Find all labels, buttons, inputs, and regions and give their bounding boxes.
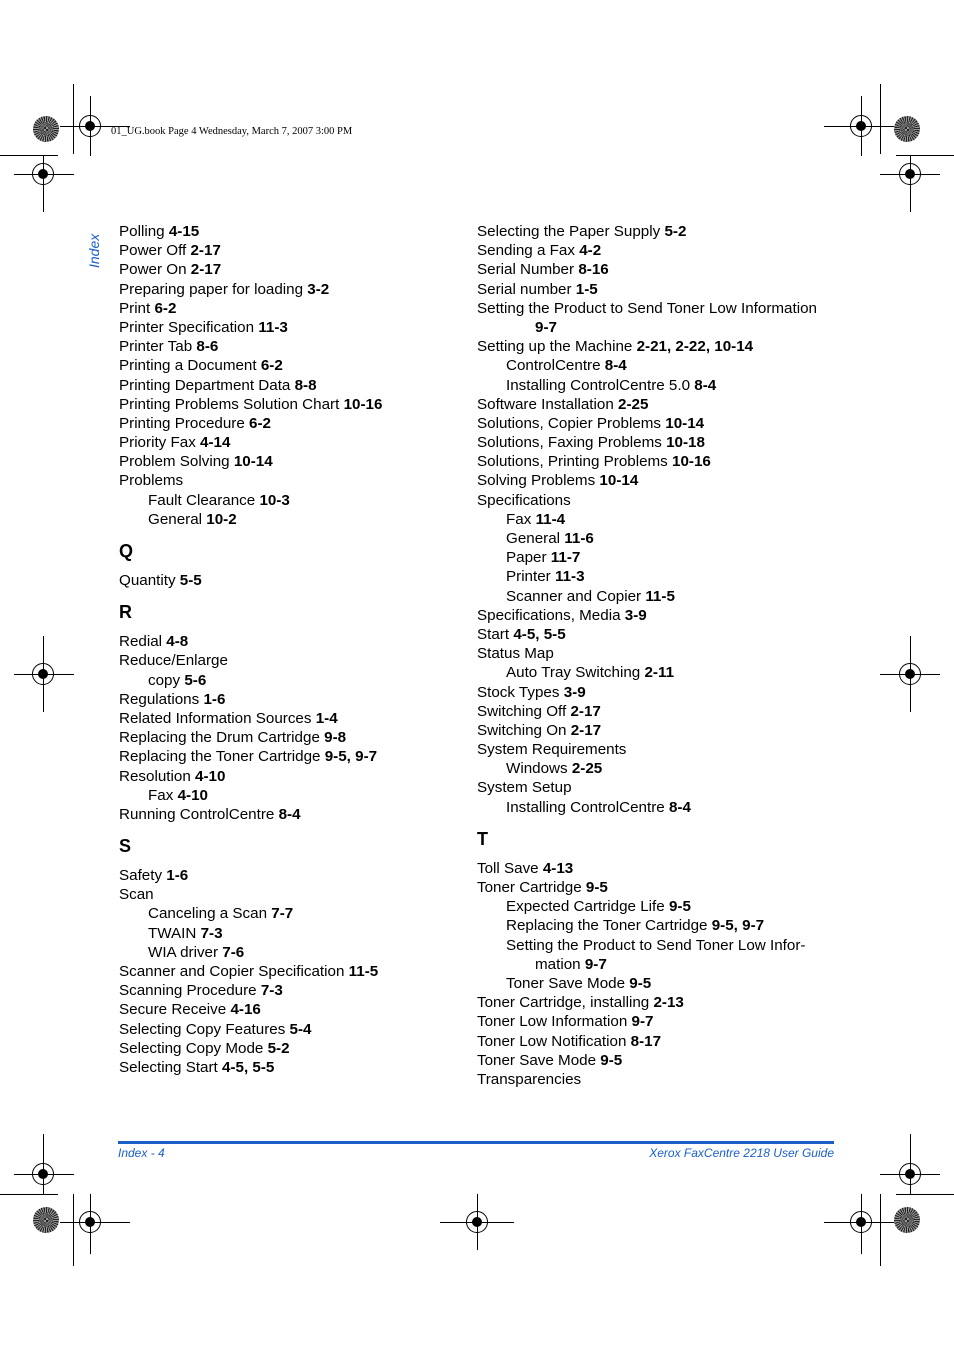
index-term: Fault Clearance: [148, 491, 256, 509]
index-page-ref: 7-3: [200, 924, 223, 942]
index-term: Scanner and Copier Specification: [119, 963, 345, 980]
index-entry: [477, 395, 857, 414]
footer-guide-title: Xerox FaxCentre 2218 User Guide: [649, 1146, 834, 1160]
index-term: copy: [148, 671, 181, 689]
index-page-ref: 9-7: [535, 318, 557, 336]
index-entry: [119, 786, 489, 805]
index-term: Problems: [119, 472, 184, 490]
index-term: Specifications, Media: [477, 606, 621, 624]
index-term: Specifications: [477, 491, 571, 509]
index-page-ref: 11-7: [550, 549, 581, 567]
index-entry: [477, 606, 857, 625]
index-page-ref: 4-5, 5-5: [222, 1058, 275, 1076]
index-term: Secure Receive: [119, 1001, 227, 1019]
index-term: Preparing paper for loading: [119, 280, 304, 298]
index-page-ref: 5-2: [664, 223, 687, 240]
index-entry: [477, 337, 857, 356]
index-entry: [477, 936, 857, 955]
index-page-ref: 2-13: [653, 994, 684, 1012]
color-target-icon: [33, 116, 59, 142]
index-entry: [119, 805, 489, 824]
index-page-ref: 3-9: [624, 606, 647, 624]
index-entry: [477, 1012, 857, 1031]
index-page-ref: 7-6: [222, 943, 245, 961]
index-entry: [119, 728, 489, 747]
index-page-ref: 8-4: [694, 376, 717, 394]
index-term: Power On: [119, 261, 187, 279]
side-section-label: Index: [86, 233, 102, 268]
index-entry: [477, 955, 857, 974]
index-term: Toner Low Notification: [477, 1032, 627, 1050]
index-entry: [477, 241, 857, 260]
index-term: Toll Save: [477, 859, 539, 877]
index-entry: [477, 433, 857, 452]
index-term: ControlCentre: [506, 357, 601, 375]
registration-mark: [466, 1211, 488, 1233]
registration-mark: [32, 1163, 54, 1185]
index-entry: [477, 260, 857, 279]
index-entry: [477, 299, 857, 318]
index-entry: [477, 798, 857, 817]
index-page-ref: 4-10: [177, 786, 208, 804]
index-entry: [119, 337, 489, 356]
index-entry: [477, 916, 857, 935]
index-term: Safety: [119, 867, 163, 885]
index-page-ref: 9-5, 9-7: [711, 917, 765, 935]
color-target-icon: [33, 1207, 59, 1233]
index-entry: [119, 943, 489, 962]
index-page-ref: 2-25: [571, 760, 603, 778]
index-term: Printing a Document: [119, 357, 257, 375]
index-term: Replacing the Drum Cartridge: [119, 729, 320, 747]
index-term: Serial number: [477, 280, 572, 298]
index-entry: [477, 702, 857, 721]
index-term: WIA driver: [148, 943, 219, 961]
index-entry: [119, 671, 489, 690]
index-term: Canceling a Scan: [148, 905, 268, 923]
index-term: Installing ControlCentre: [506, 798, 665, 816]
index-page-ref: 5-5: [179, 572, 202, 589]
index-page-ref: 1-6: [166, 867, 189, 885]
index-page-ref: 4-2: [579, 242, 602, 260]
index-entry: [477, 778, 857, 797]
index-term: Printer: [506, 568, 551, 586]
index-page-ref: 3-2: [307, 280, 330, 298]
index-term: Solutions, Faxing Problems: [477, 434, 662, 452]
index-page-ref: 11-5: [645, 587, 675, 605]
index-page-ref: 4-5, 5-5: [513, 625, 566, 643]
index-entry: [119, 767, 489, 786]
index-page-ref: 9-5: [600, 1051, 623, 1069]
index-entry: [119, 1039, 489, 1058]
index-entry: [477, 1032, 857, 1051]
index-term: Regulations: [119, 690, 200, 708]
index-term: Resolution: [119, 767, 191, 785]
index-entry: [119, 222, 489, 241]
index-page-ref: 4-14: [200, 434, 231, 452]
index-entry: [119, 280, 489, 299]
index-term: Paper: [506, 549, 547, 567]
index-term: Problem Solving: [119, 453, 230, 471]
index-page-ref: 10-2: [206, 510, 237, 528]
index-entry: [477, 1051, 857, 1070]
registration-mark: [850, 1211, 872, 1233]
index-entry: [119, 356, 489, 375]
registration-mark: [850, 115, 872, 137]
index-page-ref: 2-17: [570, 702, 601, 720]
index-page-ref: 9-5: [585, 879, 608, 896]
index-entry: [119, 981, 489, 1000]
index-entry: [477, 280, 857, 299]
index-term: Toner Save Mode: [506, 974, 626, 992]
index-entry: [119, 318, 489, 337]
index-entry: [477, 663, 857, 682]
index-term: Reduce/Enlarge: [119, 652, 228, 670]
index-term: Serial Number: [477, 261, 575, 279]
index-term: Scanning Procedure: [119, 982, 257, 1000]
index-entry: [477, 644, 857, 663]
index-entry: [477, 510, 857, 529]
index-term: Solutions, Printing Problems: [477, 453, 668, 471]
index-term: Transparencies: [477, 1070, 582, 1088]
color-target-icon: [894, 1207, 920, 1233]
footer-page-number: Index - 4: [118, 1146, 165, 1160]
print-header-note: 01_UG.book Page 4 Wednesday, March 7, 2007 3:00 PM: [111, 126, 353, 137]
index-entry: [477, 625, 857, 644]
index-page-ref: 9-5: [629, 974, 652, 992]
index-term: Printing Procedure: [119, 414, 245, 432]
index-entry: [119, 1058, 489, 1077]
index-page-ref: 9-5, 9-7: [324, 748, 378, 766]
index-term: Installing ControlCentre 5.0: [506, 376, 691, 394]
index-entry: [477, 529, 857, 548]
index-page-ref: 2-17: [570, 721, 602, 739]
index-entry: [119, 241, 489, 260]
index-term: Printing Problems Solution Chart: [119, 395, 340, 413]
index-page-ref: 11-4: [535, 510, 566, 528]
index-page-ref: 10-14: [233, 453, 273, 471]
index-entry: [477, 974, 857, 993]
index-page-ref: 9-7: [631, 1013, 654, 1031]
index-entry: [477, 1070, 857, 1089]
index-entry: [477, 452, 857, 471]
index-section-letter: R: [119, 602, 132, 623]
index-page-ref: 9-8: [324, 729, 347, 747]
index-page-ref: 11-3: [554, 568, 585, 586]
index-entry: [477, 471, 857, 490]
index-term: mation: [535, 955, 581, 973]
index-page-ref: 10-16: [672, 453, 711, 471]
index-term: Quantity: [119, 572, 176, 589]
index-entry: [477, 721, 857, 740]
index-page-ref: 4-15: [168, 223, 200, 240]
index-page-ref: 4-8: [166, 633, 189, 651]
index-term: Replacing the Toner Cartridge: [506, 917, 708, 935]
index-term: Solving Problems: [477, 472, 596, 490]
index-term: Fax: [148, 786, 174, 804]
index-page-ref: 6-2: [249, 414, 271, 432]
index-entry: [477, 414, 857, 433]
index-entry: [477, 759, 857, 778]
index-entry: [119, 376, 489, 395]
index-term: Priority Fax: [119, 434, 196, 452]
index-page-ref: 9-5: [668, 898, 691, 916]
index-entry: [477, 567, 857, 586]
index-page-ref: 5-4: [289, 1020, 312, 1038]
index-left-column: [119, 222, 489, 1077]
index-term: Power Off: [119, 242, 187, 260]
index-term: System Requirements: [477, 741, 627, 759]
index-entry: [477, 318, 857, 337]
index-entry: [119, 433, 489, 452]
index-term: Switching On: [477, 721, 567, 739]
index-term: Expected Cartridge Life: [506, 898, 665, 916]
index-entry: [119, 904, 489, 923]
index-right-column: [477, 222, 857, 1089]
index-entry: [477, 897, 857, 916]
index-page-ref: 2-17: [190, 242, 221, 260]
index-term: TWAIN: [148, 924, 197, 942]
index-entry: [477, 491, 857, 510]
registration-mark: [899, 1163, 921, 1185]
index-entry: [119, 1020, 489, 1039]
index-section-letter: T: [477, 828, 488, 849]
index-page-ref: 5-2: [267, 1039, 290, 1057]
index-term: Start: [477, 625, 510, 643]
index-entry: [119, 747, 489, 766]
index-entry: [119, 924, 489, 943]
index-page-ref: 3-9: [563, 683, 586, 701]
index-term: Scanner and Copier: [506, 587, 642, 605]
index-entry: [477, 993, 857, 1012]
index-term: Status Map: [477, 645, 554, 663]
index-page-ref: 4-13: [542, 859, 574, 877]
index-page-ref: 8-6: [196, 338, 219, 356]
index-page-ref: 8-4: [668, 798, 691, 816]
registration-mark: [79, 1211, 101, 1233]
registration-mark: [79, 115, 101, 137]
index-entry: [119, 510, 489, 529]
index-page-ref: 11-3: [258, 318, 288, 336]
index-term: System Setup: [477, 779, 572, 797]
index-page-ref: 2-11: [644, 664, 675, 682]
index-entry: [119, 299, 489, 318]
index-entry: [477, 683, 857, 702]
color-target-icon: [894, 116, 920, 142]
index-term: Software Installation: [477, 395, 614, 413]
index-page-ref: 8-8: [294, 376, 317, 394]
index-entry: [119, 260, 489, 279]
index-term: Printer Tab: [119, 338, 193, 356]
index-entry: [119, 632, 489, 651]
index-page-ref: 6-2: [260, 357, 283, 375]
index-page-ref: 7-7: [271, 905, 294, 923]
index-page-ref: 8-17: [630, 1032, 662, 1050]
registration-mark: [32, 663, 54, 685]
index-page-ref: 7-3: [260, 982, 283, 1000]
index-term: Selecting Start: [119, 1058, 218, 1076]
index-page-ref: 8-16: [578, 261, 609, 279]
index-entry: [119, 395, 489, 414]
index-term: Switching Off: [477, 702, 567, 720]
index-section-letter: Q: [119, 541, 134, 561]
index-entry: [477, 587, 857, 606]
index-page-ref: 11-6: [564, 530, 594, 547]
index-term: Scan: [119, 886, 154, 904]
index-term: Setting the Product to Send Toner Low Infor-: [506, 936, 806, 954]
index-page-ref: 2-25: [618, 395, 649, 413]
index-entry: [119, 885, 489, 904]
index-page-ref: 10-18: [666, 434, 705, 452]
index-entry: [119, 452, 489, 471]
index-page-ref: 10-14: [665, 414, 705, 432]
index-entry: [119, 414, 489, 433]
index-page-ref: 11-5: [348, 963, 379, 980]
index-entry: [477, 859, 857, 878]
index-entry: [119, 651, 489, 670]
index-term: Selecting Copy Mode: [119, 1039, 264, 1057]
index-page-ref: 6-2: [154, 299, 177, 317]
index-entry: [119, 471, 489, 490]
index-entry: [119, 690, 489, 709]
index-term: Replacing the Toner Cartridge: [119, 748, 321, 766]
index-entry: [477, 222, 857, 241]
index-page-ref: 8-4: [278, 805, 301, 823]
index-page-ref: 2-17: [190, 261, 222, 279]
index-term: Toner Cartridge: [477, 879, 582, 896]
index-term: Polling: [119, 223, 165, 240]
index-entry: [477, 376, 857, 395]
index-page-ref: 2-21, 2-22, 10-14: [636, 338, 754, 356]
index-entry: [119, 491, 489, 510]
index-entry: [119, 962, 489, 981]
index-term: Toner Save Mode: [477, 1051, 597, 1069]
index-entry: [477, 548, 857, 567]
index-term: Toner Cartridge, installing: [477, 994, 650, 1012]
index-page-ref: 8-4: [604, 357, 627, 375]
index-page-ref: 10-3: [259, 491, 290, 509]
index-term: Solutions, Copier Problems: [477, 414, 662, 432]
index-page-ref: 10-16: [343, 395, 383, 413]
index-page-ref: 4-16: [230, 1001, 261, 1019]
index-term: Related Information Sources: [119, 709, 312, 727]
index-entry: [119, 866, 489, 885]
index-page-ref: 5-6: [184, 671, 207, 689]
index-term: Selecting Copy Features: [119, 1020, 286, 1038]
index-page-ref: 10-14: [599, 472, 639, 490]
index-term: Toner Low Information: [477, 1013, 628, 1031]
index-entry: [477, 740, 857, 759]
index-term: Stock Types: [477, 683, 560, 701]
index-entry: [119, 571, 489, 590]
index-term: Selecting the Paper Supply: [477, 223, 661, 240]
index-term: Windows: [506, 760, 568, 778]
index-term: Setting the Product to Send Toner Low Information: [477, 299, 817, 317]
index-term: Print: [119, 299, 151, 317]
index-term: General: [506, 530, 561, 547]
index-page-ref: 4-10: [195, 767, 226, 785]
index-entry: [477, 356, 857, 375]
index-term: Printing Department Data: [119, 376, 291, 394]
footer-rule: [118, 1141, 834, 1144]
index-term: Redial: [119, 633, 163, 651]
registration-mark: [899, 663, 921, 685]
index-entry: [119, 1000, 489, 1019]
index-page-ref: 1-5: [575, 280, 598, 298]
index-page-ref: 1-6: [203, 690, 226, 708]
index-page-ref: 1-4: [315, 709, 338, 727]
index-page-ref: 9-7: [584, 955, 607, 973]
index-term: General: [148, 510, 203, 528]
index-term: Printer Specification: [119, 318, 255, 336]
index-term: Fax: [506, 510, 532, 528]
index-term: Running ControlCentre: [119, 805, 275, 823]
index-entry: [119, 709, 489, 728]
index-term: Auto Tray Switching: [506, 664, 641, 682]
index-entry: [477, 878, 857, 897]
index-term: Setting up the Machine: [477, 338, 633, 356]
index-section-letter: S: [119, 836, 132, 857]
index-term: Sending a Fax: [477, 242, 575, 260]
